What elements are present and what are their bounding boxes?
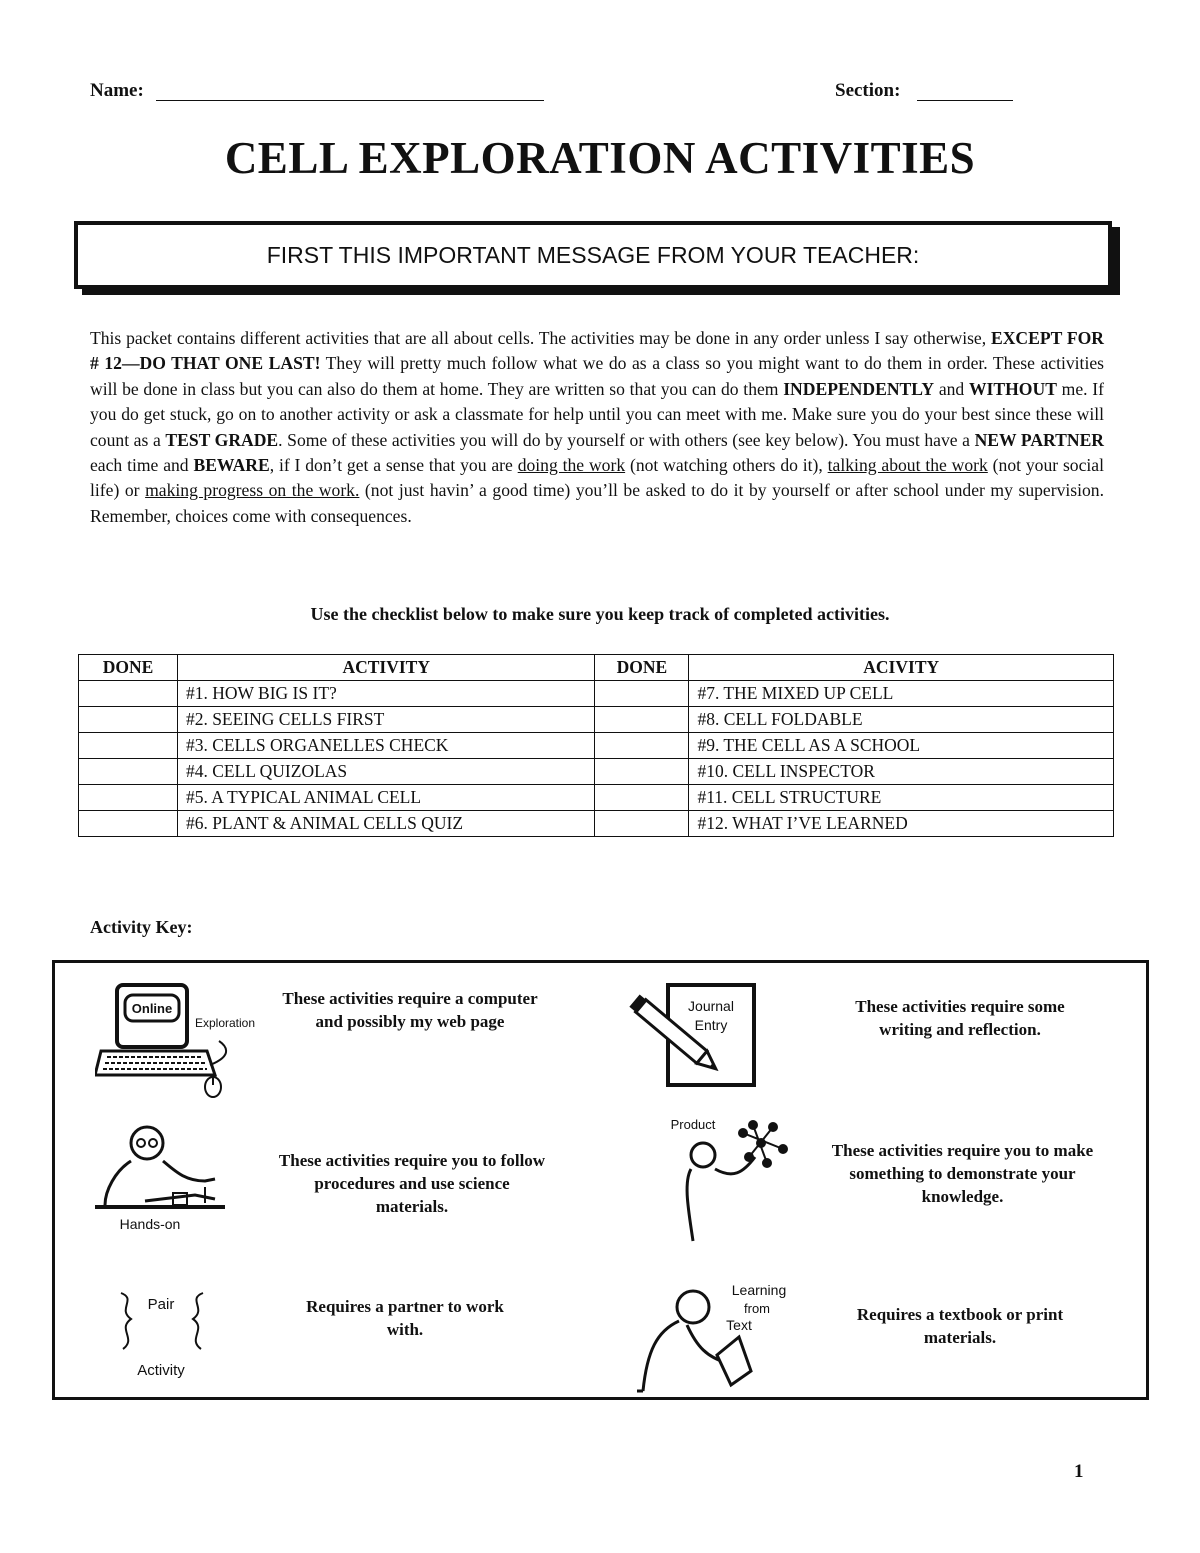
activity-cell: #7. THE MIXED UP CELL [689,681,1114,707]
activity-cell: #2. SEEING CELLS FIRST [177,707,595,733]
activity-cell: #1. HOW BIG IS IT? [177,681,595,707]
done-checkbox-cell[interactable] [595,759,689,785]
done-checkbox-cell[interactable] [79,707,178,733]
done-checkbox-cell[interactable] [595,733,689,759]
exploration-word: Exploration [194,1016,256,1030]
done-checkbox-cell[interactable] [79,681,178,707]
done-checkbox-cell[interactable] [595,785,689,811]
online-description: These activities require a computer and possibly my web page [282,989,538,1031]
name-label: Name: [90,80,144,101]
header-activity-left: ACTIVITY [177,655,595,681]
activity-cell: #9. THE CELL AS A SCHOOL [689,733,1114,759]
table-header-row [79,655,1114,681]
done-checkbox-cell[interactable] [79,785,178,811]
computer-online-exploration-icon [95,975,265,1100]
activity-cell: #10. CELL INSPECTOR [689,759,1114,785]
table-row [79,681,1114,707]
text-word: Text [726,1317,752,1333]
text-description: Requires a textbook or print materials. [856,1305,1064,1347]
activity-key-label: Activity Key: [90,917,193,937]
learning-from-text-reader-icon [627,1281,797,1393]
page-title: CELL EXPLORATION ACTIVITIES [224,133,976,183]
product-molecule-model-icon [663,1113,803,1243]
done-checkbox-cell[interactable] [595,811,689,837]
header-activity-right: ACIVITY [689,655,1114,681]
name-section-row [90,80,1015,106]
journal-entry-pencil-icon [620,983,760,1098]
pair-word: Pair [147,1296,175,1313]
table-row [79,811,1114,837]
table-row [79,707,1114,733]
section-blank[interactable] [917,80,1013,101]
journal-word: Journal [688,998,734,1014]
table-row [79,759,1114,785]
hands-on-word: Hands-on [119,1216,181,1232]
activity-key-box [52,960,1149,1400]
pair-description: Requires a partner to work with. [306,1297,504,1339]
learning-word: Learning [731,1282,787,1298]
header-done-left: DONE [79,655,178,681]
table-row [79,785,1114,811]
intro-paragraph: This packet contains different activities that are all about cells. The activities may be done in any order unless I say otherwise, EXCEPT FOR # 12—DO THAT ONE LAST! They will pretty much follow what we do as a class so you might want to do them in order. These activities will be done in class but you can also do them at home. They are written so that you can do them INDEPENDENTLY and WITHOUT me. If you do get stuck, go on to another activity or ask a classmate for help until you can meet with me. Make sure you do your best since these will count as a TEST GRADE. Some of these activities you will do by yourself or with others (see key below). You must have a NEW PARTNER each time and BEWARE, if I don’t get a sense that you are doing the work (not watching others do it), talking about the work (not your social life) or making progress on the work. (not just havin’ a good time) you’ll be asked to do it by yourself or after school under my supervision. Remember, choices come with consequences. [90,328,1105,526]
product-word: Product [670,1117,716,1132]
activity-checklist-table [78,654,1114,837]
table-row [79,733,1114,759]
checklist-instruction: Use the checklist below to make sure you keep track of completed activities. [310,604,890,624]
page-number: 1 [1074,1461,1084,1482]
activity-cell: #11. CELL STRUCTURE [689,785,1114,811]
activity-cell: #5. A TYPICAL ANIMAL CELL [177,785,595,811]
entry-word: Entry [694,1017,728,1033]
done-checkbox-cell[interactable] [79,733,178,759]
activity-cell: #12. WHAT I’VE LEARNED [689,811,1114,837]
activity-cell: #3. CELLS ORGANELLES CHECK [177,733,595,759]
header-done-right: DONE [595,655,689,681]
activity-cell: #4. CELL QUIZOLAS [177,759,595,785]
done-checkbox-cell[interactable] [79,811,178,837]
activity-word: Activity [137,1362,185,1379]
activity-cell: #6. PLANT & ANIMAL CELLS QUIZ [177,811,595,837]
journal-description: These activities require some writing and reflection. [855,997,1065,1039]
activity-cell: #8. CELL FOLDABLE [689,707,1114,733]
done-checkbox-cell[interactable] [79,759,178,785]
product-description: These activities require you to make something to demonstrate your knowledge. [831,1141,1094,1206]
from-word: from [744,1301,770,1316]
section-label: Section: [835,80,901,101]
hands-on-scientist-icon [95,1121,275,1236]
done-checkbox-cell[interactable] [595,707,689,733]
online-word: Online [131,1001,173,1016]
teacher-message-banner: FIRST THIS IMPORTANT MESSAGE FROM YOUR TEACHER: [74,221,1112,289]
hands-on-description: These activities require you to follow procedures and use science materials. [278,1151,546,1216]
done-checkbox-cell[interactable] [595,681,689,707]
name-blank[interactable] [156,80,544,101]
pair-activity-icon [107,1289,217,1379]
